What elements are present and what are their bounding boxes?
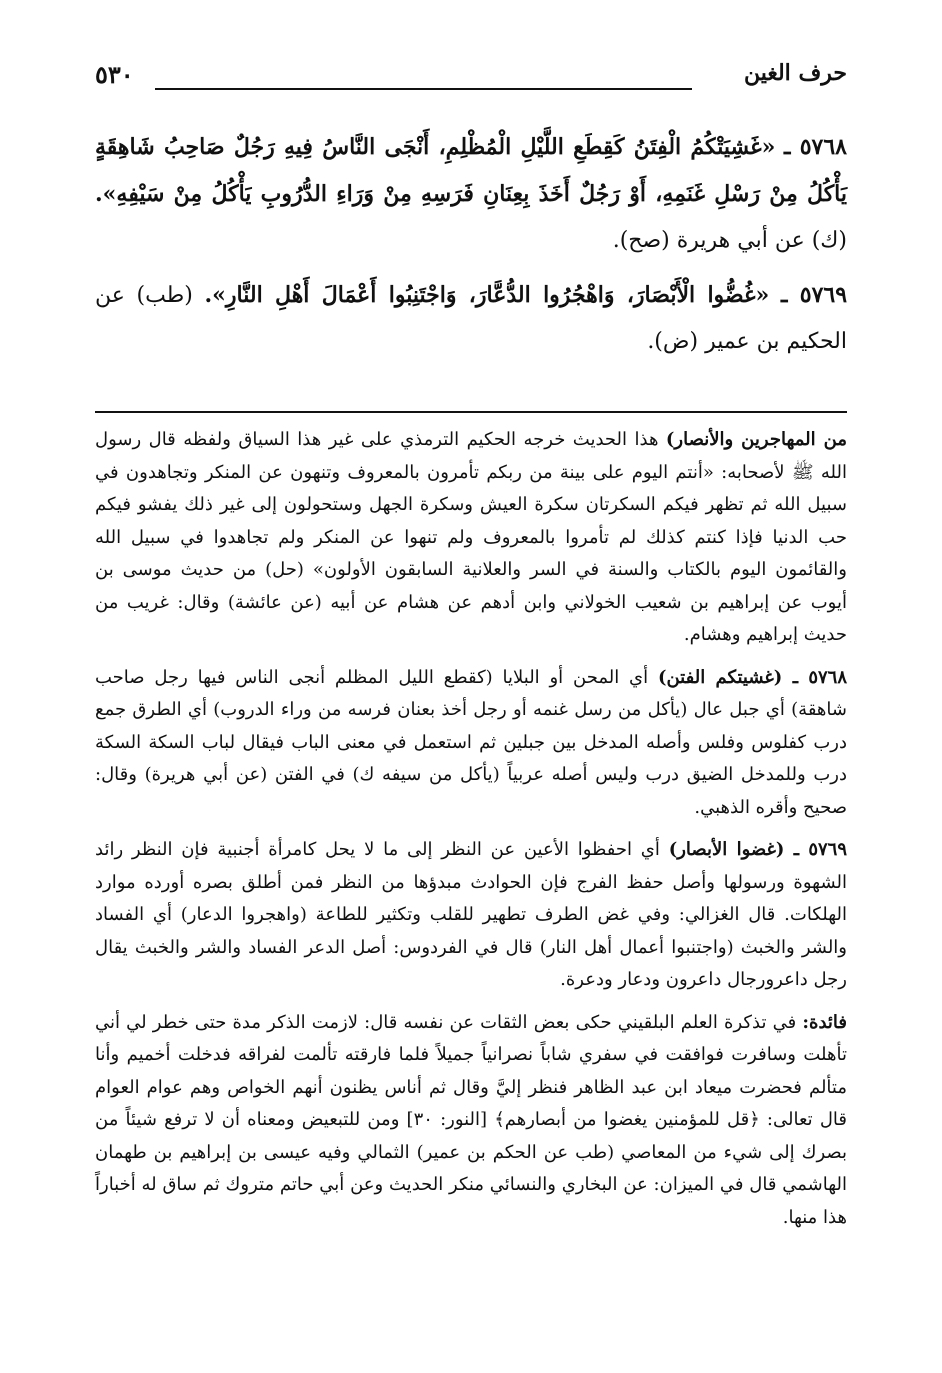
hadith-texts [95, 124, 847, 373]
footnote-separator [95, 411, 847, 413]
hadith-matn: «غُضُّوا الْأَبْصَارَ، وَاهْجُرُوا الدُّعَّارَ، وَاجْتَنِبُوا أَعْمَالَ أَهْلِ النَّارِ». [204, 282, 770, 308]
note-text: في تذكرة العلم البلقيني حكى بعض الثقات عن نفسه قال: لازمت الذكر مدة حتى خطر لي أني تأهلت وسافرت فوافقت في سفري شاباً نصرانياً جميلاً فلما فارقته تألمت لفراقه فدخلت أخميم وأنا متألم فحضرت ميعاد ابن عبد الظاهر فنظر إليَّ وقال ثم أناس يظنون أنهم الخواص وهم عوام العوام قال تعالى: ﴿قل للمؤمنين يغضوا من أبصارهم﴾ [النور: ٣٠] ومن للتبعيض ومعناه أن لا ترفع شيئاً من بصرك إلى شيء من المعاصي (طب عن الحكم بن عمير) الثمالي وفيه عيسى بن إبراهيم بن طهمان الهاشمي قال في الميزان: عن البخاري والنسائي منكر الحديث وعن أبي حاتم متروك ثم ساق له أخباراً هذا منها. [95, 1011, 847, 1228]
hadith-matn: «غَشِيَتْكُمُ الْفِتَنُ كَقِطَعِ اللَّيْلِ الْمُظْلِمِ، أَنْجَى النَّاسُ فِيهِ رَجُلٌ صَاحِبُ شَاهِقَةٍ يَأْكُلُ مِنْ رَسْلِ غَنَمِهِ، أَوْ رَجُلٌ أَخَذَ بِعِنَانِ فَرَسِهِ مِنْ وَرَاءِ الدُّرُوبِ يَأْكُلُ مِنْ سَيْفِهِ». [95, 134, 847, 207]
note-lead: فائدة: [802, 1011, 847, 1033]
note-lead: من المهاجرين والأنصار) [665, 429, 847, 450]
header-rule [155, 88, 692, 90]
hadith-5768 [95, 124, 847, 264]
hadith-source: (طب) عن الحكيم بن عمير (ض). [95, 283, 847, 354]
note-text: أي المحن أو البلايا (كقطع الليل المظلم أنجى الناس فيها رجل صاحب شاهقة) أي جبل عال (يأكل من رسل غنمه أو رجل أخذ بعنان فرسه من وراء الدروب) أي الطرق جمع درب كفلوس وفلس وأصله المدخل بين جبلين ثم استعمل في معنى الباب فيقال لباب السكة السكة درب وللمدخل الضيق درب وليس أصله عربياً (يأكل من سيفه ك) في الفتن (عن أبي هريرة) وقال: صحيح وأقره الذهبي. [95, 666, 847, 818]
note-5769 [95, 834, 847, 997]
commentary-notes [95, 424, 847, 1244]
note-lead: ٥٧٦٩ ـ (غضوا الأبصار) [668, 839, 847, 860]
hadith-5769 [95, 272, 847, 365]
page-number: ٥٣٠ [95, 60, 134, 89]
note-text: أي احفظوا الأعين عن النظر إلى ما لا يحل كامرأة أجنبية فإن النظر رائد الشهوة ورسولها وأصل حفظ الفرج فإن الحوادث مبدؤها من النظر فمن أطلق بصره أورده موارد الهلكات. قال الغزالي: وفي غض الطرف تطهير للقلب وتكثير للطاعة (واهجروا الدعار) أي الفساد والشر والخبث (واجتنبوا أعمال أهل النار) قال في الفردوس: أصل الدعر الفساد والشر والخبث يقال رجل داعرورجال داعرون ودعار ودعرة. [95, 839, 847, 990]
note-faida [95, 1007, 847, 1235]
hadith-number: ٥٧٦٨ ـ [784, 134, 847, 160]
note-text: هذا الحديث خرجه الحكيم الترمذي على غير هذا السياق ولفظه قال رسول الله ﷺ لأصحابه: «أنتم اليوم على بينة من ربكم تأمرون بالمعروف وتنهون عن المنكر وتجاهدون في سبيل الله ثم تظهر فيكم السكرتان سكرة العيش وسكرة الجهل وستحولون إلى غير ذلك يفشو فيكم حب الدنيا فإذا كنتم كذلك لم تأمروا بالمعروف ولم تنهوا عن المنكر ولم تجاهدوا في سبيل الله والقائمون اليوم بالكتاب والسنة في السر والعلانية السابقون الأولون» (حل) من حديث موسى بن أيوب عن إبراهيم بن شعيب الخولاني وابن أدهم عن هشام عن أبيه (عن عائشة) وقال: غريب من حديث إبراهيم وهشام. [95, 429, 847, 645]
hadith-source: (ك) عن أبي هريرة (صح). [612, 228, 847, 253]
note-lead: ٥٧٦٨ ـ (غشيتكم الفتن) [657, 666, 847, 688]
chapter-title: حرف الغين [743, 60, 847, 86]
hadith-number: ٥٧٦٩ ـ [780, 282, 848, 308]
page-header [95, 58, 847, 98]
note-muhajirin [95, 424, 847, 652]
note-5768 [95, 662, 847, 825]
